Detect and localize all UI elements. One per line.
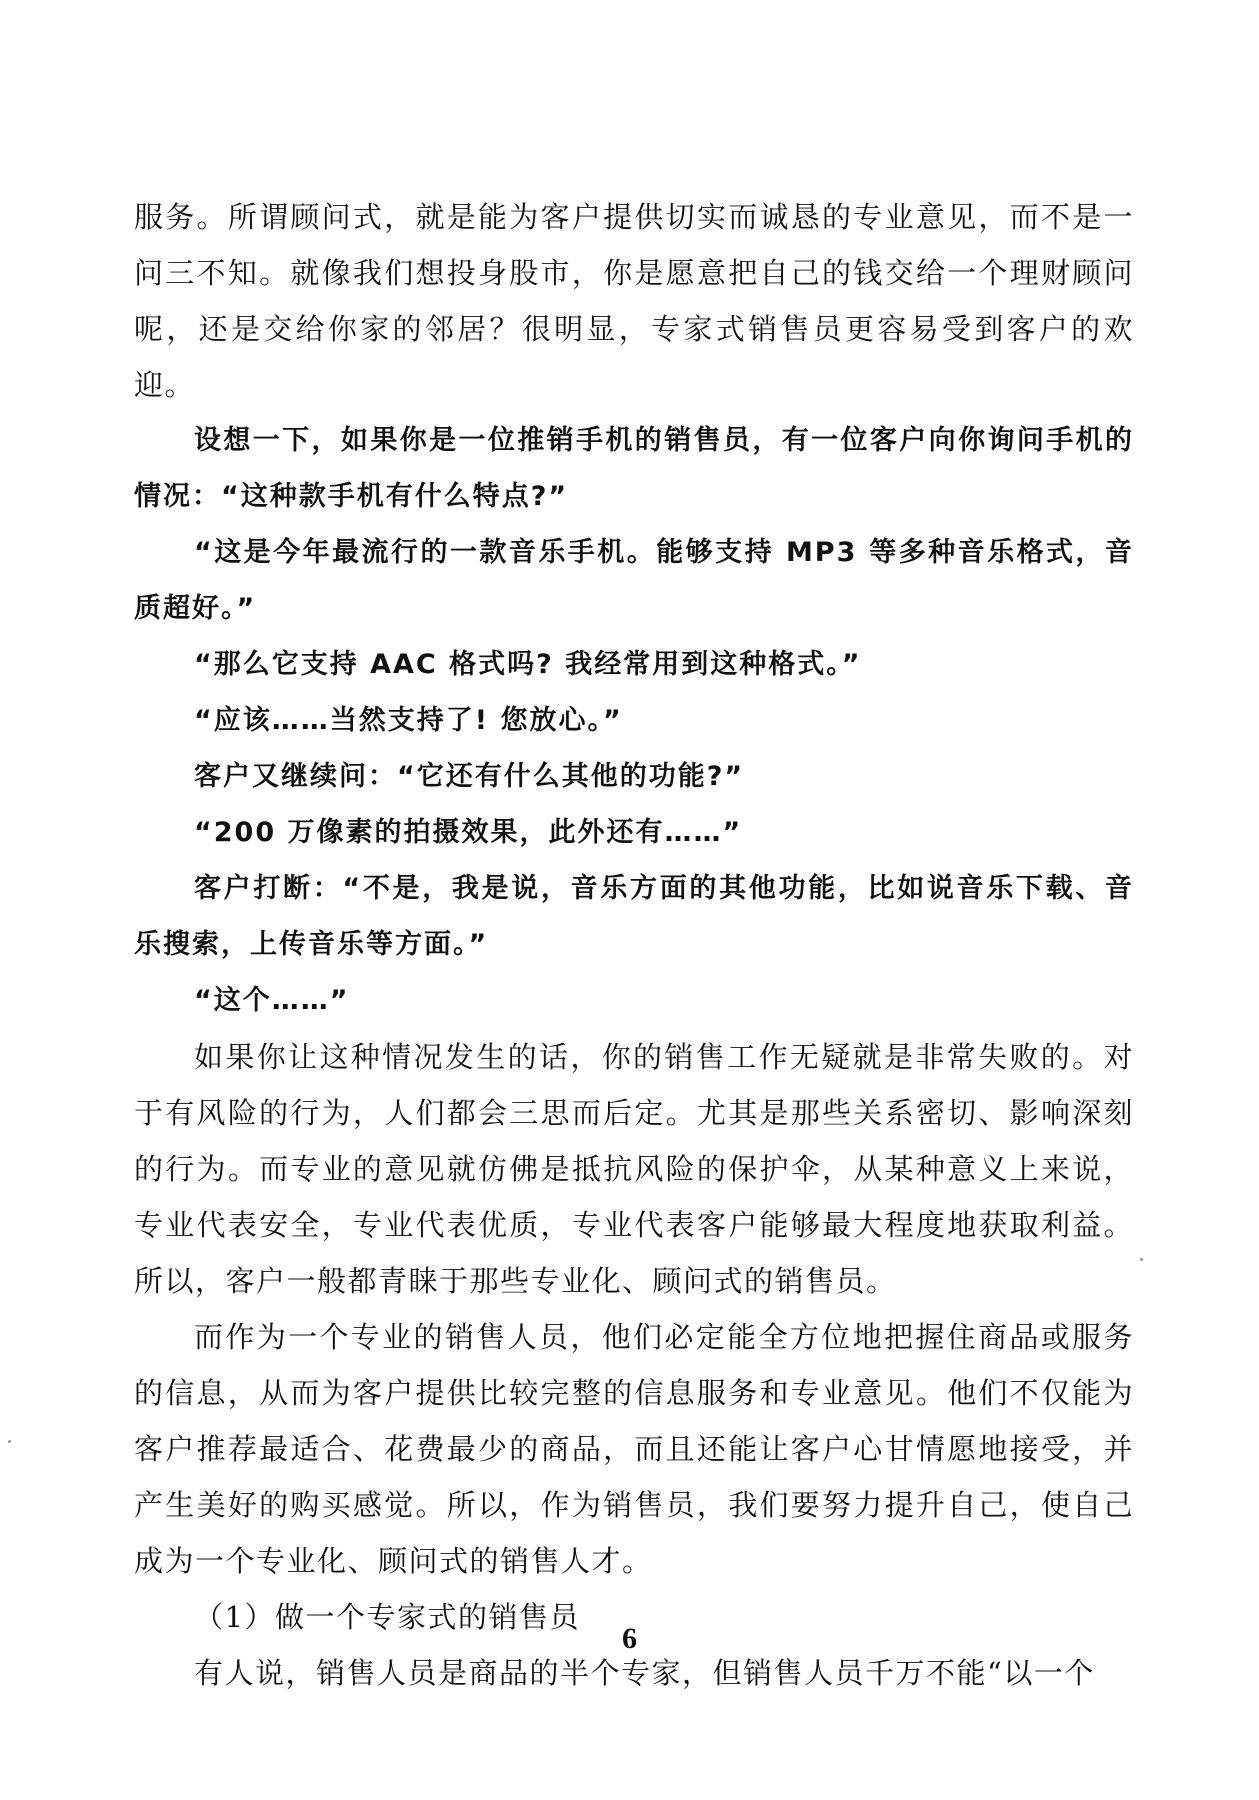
body-text (134, 189, 1134, 1701)
paragraph-1: 服务。所谓顾问式，就是能为客户提供切实而诚恳的专业意见，而不是一问三不知。就像我们想投身股市，你是愿意把自己的钱交给一个理财顾问呢，还是交给你家的邻居？很明显，专家式销售员更容易受到客户的欢迎。 (134, 200, 1134, 402)
scan-speck (8, 1440, 11, 1443)
paragraph-7: “200 万像素的拍摄效果，此外还有……” (194, 817, 743, 848)
page-number: 6 (622, 1622, 637, 1655)
paragraph-5: “应该……当然支持了! 您放心。” (194, 705, 623, 736)
paragraph-13: 有人说，销售人员是商品的半个专家，但销售人员千万不能“以一个 (194, 1656, 1095, 1690)
paragraph-10: 如果你让这种情况发生的话，你的销售工作无疑就是非常失败的。对于有风险的行为，人们都会三思而后定。尤其是那些关系密切、影响深刻的行为。而专业的意见就仿佛是抵抗风险的保护伞，从某种意义上来说，专业代表安全，专业代表优质，专业代表客户能够最大程度地获取利益。所以，客户一般都青睐于那些专业化、顾问式的销售员。 (134, 1040, 1134, 1298)
paragraph-4: “那么它支持 AAC 格式吗? 我经常用到这种格式。” (194, 649, 862, 680)
scan-speck (1140, 1258, 1143, 1261)
paragraph-3: “这是今年最流行的一款音乐手机。能够支持 MP3 等多种音乐格式，音质超好。” (134, 537, 1134, 624)
paragraph-2: 设想一下，如果你是一位推销手机的销售员，有一位客户向你询问手机的情况：“这种款手机有什么特点?” (134, 425, 1134, 512)
paragraph-9: “这个……” (194, 985, 350, 1016)
paragraph-11: 而作为一个专业的销售人员，他们必定能全方位地把握住商品或服务的信息，从而为客户提供比较完整的信息服务和专业意见。他们不仅能为客户推荐最适合、花费最少的商品，而且还能让客户心甘情愿地接受，并产生美好的购买感觉。所以，作为销售员，我们要努力提升自己，使自己成为一个专业化、顾问式的销售人才。 (134, 1320, 1134, 1578)
paragraph-6: 客户又继续问：“它还有什么其他的功能?” (194, 761, 745, 792)
section-heading: （1）做一个专家式的销售员 (194, 1600, 580, 1634)
paragraph-8: 客户打断：“不是，我是说，音乐方面的其他功能，比如说音乐下载、音乐搜索，上传音乐等方面。” (134, 873, 1134, 960)
